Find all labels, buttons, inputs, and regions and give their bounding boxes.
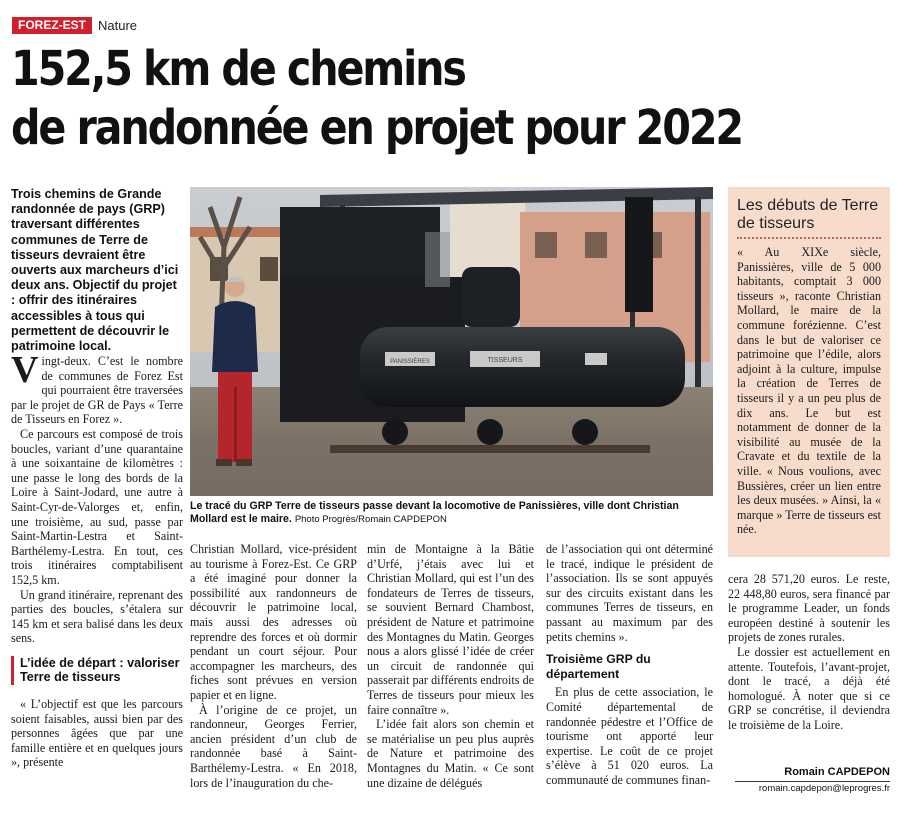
author-email: romain.capdepon@leprogres.fr (758, 783, 890, 794)
article-paragraph: cera 28 571,20 euros. Le reste, 22 448,80 euros, sera financé par le programme Leader, un fonds européen destiné à soutenir les projets de zones rurales. (728, 572, 890, 645)
section-label: Nature (98, 18, 138, 33)
article-paragraph: Ce parcours est composé de trois boucles, variant d’une quarantaine à une soixantaine de kilomètres : une passe le long des bords de la Loire à Saint-Jodard, une autre à Saint-Cyr-de-Valorges et, enfin, une troisième, au sud, passe par Saint-Martin-Lestra et Saint-Barthélemy-Lestra. En tout, ces trois itinéraires comptabilisent 152,5 km. (11, 426, 183, 587)
article-paragraph: de l’association qui ont déterminé le tracé, indique le président de l’association. Ils se sont appuyés sur des circuits existant dans les communes Terres de tisseurs, en passant au maximum par des petits chemins ». (546, 542, 713, 644)
sidebar-title: Les débuts de Terre de tisseurs (737, 197, 879, 232)
rubric-bar (12, 17, 137, 34)
sidebar-box (728, 187, 890, 557)
article-photo (190, 187, 713, 496)
article-paragraph: Christian Mollard, vice-président au tourisme à Forez-Est. Ce GRP a été imaginé pour donner la possibilité aux randonneurs de découvrir le patrimoine local, mais aussi des adresses où reprendre des forces et où dormir pendant un court séjour. Pour accompagner les marcheurs, des fiches sont prévues en version papier et en ligne. (190, 542, 357, 702)
loco-plate-1: PANISSIÈRES (390, 359, 430, 365)
rubric-label: FOREZ-EST (12, 17, 92, 34)
article-paragraph: À l’origine de ce projet, un randonneur, Georges Ferrier, ancien président d’un club de randonnée basé à Saint-Barthélemy-Lestra. « En 2018, lors de l’inauguration du che- (190, 702, 357, 790)
photo-caption (190, 500, 713, 526)
photo-credit: Photo Progrès/Romain CAPDEPON (294, 514, 447, 525)
article-paragraph: L’idée fait alors son chemin et se matérialise un peu plus auprès de Nature et patrimoine des Montagnes du Matin. « Ce sont une dizaine de délégués (367, 717, 534, 790)
signature-divider (735, 781, 890, 782)
article-subhead: Troisième GRP du département (546, 652, 651, 681)
article-paragraph: Le dossier est actuellement en attente. Toutefois, l’avant-projet, dont le tracé, a déjà été homologué. À noter que si ce GRP se concrétise, il deviendra le troisième de la Loire. (728, 644, 890, 732)
article-column-5 (728, 572, 890, 733)
article-paragraph: « L’objectif est que les parcours soient faisables, aussi bien par des personnes âgées que par une famille entière et en quelques jours », présente (11, 697, 183, 770)
article-paragraph: Un grand itinéraire, reprenant des parties des boucles, s’étalera sur 145 km et sera balisé dans les deux sens. (11, 587, 183, 646)
article-subhead: L’idée de départ : valoriser Terre de tisseurs (11, 656, 183, 685)
article-paragraph: Vingt-deux. C’est le nombre de communes de Forez Est qui pourraient être traversées par le projet de GR de Pays « Terre de Tisseurs en Forez ». (11, 349, 183, 427)
headline-line-1: 152,5 km de chemins (11, 41, 465, 97)
author-signature: Romain CAPDEPON (784, 766, 890, 778)
caption-text: Le tracé du GRP Terre de tisseurs passe devant la locomotive de Panissières, ville dont Christian Mollard est le maire. (190, 500, 679, 525)
article-column-3 (367, 542, 534, 790)
article-column-4 (546, 542, 713, 788)
article-column-2 (190, 542, 357, 790)
headline (11, 40, 776, 158)
locomotive-photo-illustration (190, 187, 713, 496)
lead-paragraph: Trois chemins de Grande randonnée de pays (GRP) traversant différentes communes de Terre de tisseurs devraient être ouverts aux marcheurs d’ici deux ans. Objectif du projet : offrir des itinéraires accessibles à tous qui permettent de découvrir le patrimoine local. (11, 187, 179, 354)
article-column-1 (11, 349, 183, 770)
sidebar-divider (737, 237, 881, 239)
article-paragraph: En plus de cette association, le Comité départemental de randonnée pédestre et l’Office de tourisme ont apporté leur expertise. Le coût de ce projet s’élève à 51 020 euros. La communauté de communes finan- (546, 685, 713, 787)
loco-plate-2: TISSEURS (487, 357, 523, 364)
headline-line-2: de randonnée en projet pour 2022 (11, 100, 742, 156)
article-paragraph: min de Montaigne à la Bâtie d’Urfé, j’étais avec lui et Christian Mollard, qui est l’un des fondateurs de Terres de tisseurs, se souvient Bernard Chambost, président de Nature et patrimoine des Montagnes du Matin. Georges nous a alors glissé l’idée de créer un circuit de randonnée qui passerait par différents endroits de Terres de tisseurs pour mieux les faire connaître ». (367, 542, 534, 717)
sidebar-body: « Au XIXe siècle, Panissières, ville de 5 000 habitants, comptait 3 000 tisseurs », raconte Christian Mollard, le maire de la commune forézienne. C’est dans le but de valoriser ce patrimoine que l’édile, alors adjoint à la culture, impulse la création de Terres de tisseurs il y a un peu plus de dix ans. Le but est notamment de donner de la visibilité au musée de la Cravate et du textile de la ville. « Nous voulions, avec Bussières, créer un lien entre les deux musées. » Ainsi, la « marque » Terre de tisseurs est née. (737, 245, 881, 537)
